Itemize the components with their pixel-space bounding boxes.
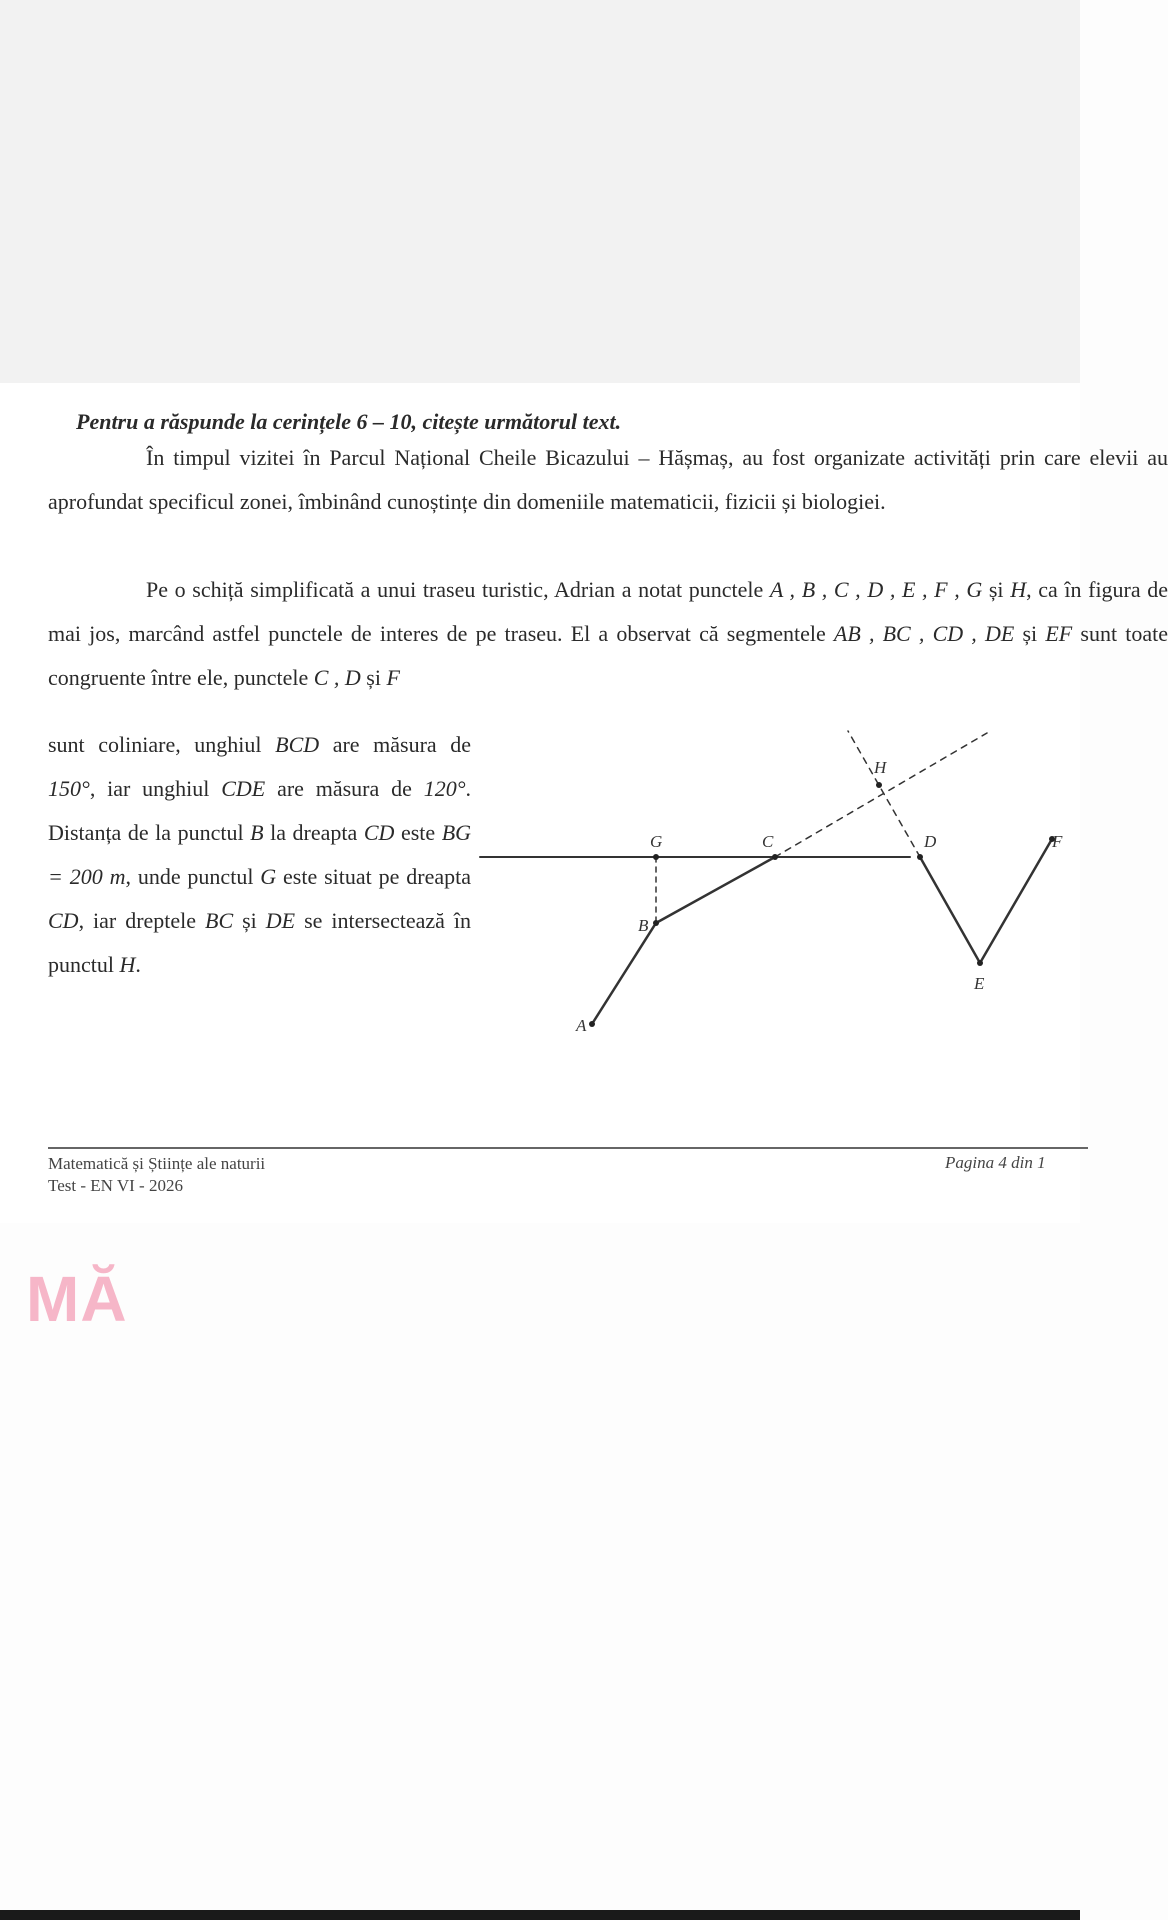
math-line: CD [48,908,79,933]
text-run: . Distanța de la punctul [48,776,472,845]
footer-test-code: Test - EN VI - 2026 [48,1176,183,1195]
geometry-figure [490,723,1080,1143]
label-g: G [650,832,663,851]
footer-subject: Matematică și Științe ale naturii [48,1154,266,1173]
path-def [920,839,1052,963]
text-run: este [400,820,436,845]
math-point: F [386,665,400,690]
math-value: 120° [423,776,466,801]
text-run: , unde punctul [125,864,254,889]
label-a: A [576,1016,587,1035]
label-c: C [762,832,774,851]
footer-page-number: Pagina 4 din 1 [945,1153,1046,1172]
math-segment: EF [1045,621,1073,646]
intro-paragraph: În timpul vizitei în Parcul Național Cheile Bicazului – Hășmaș, au fost organizate activități prin care elevii au aprofundat specificul zonei, îmbinând cunoștințe din domeniile matematicii, fizicii și biologiei. [48,445,1168,514]
text-run: . [135,952,141,977]
point-d-dot [917,854,923,860]
text-run: , ca în figura de mai jos, marcând astfel punctele de interes de pe traseu. El a observat că segmentele [48,577,1168,646]
sketch-paragraph [48,568,1168,700]
text-run: la dreapta [270,820,358,845]
section-heading: Pentru a răspunde la cerințele 6 – 10, citește următorul text. [76,409,622,434]
document-page [0,383,1168,1223]
text-run: Pe o schiță simplificată a unui traseu turistic, Adrian a notat punctele [146,577,764,602]
math-point: G [260,864,277,889]
top-blank-area [0,0,1080,383]
text-run: , iar dreptele [78,908,197,933]
watermark-logo: MĂ [26,1263,128,1335]
label-e: E [974,974,985,993]
text-run: este situat pe dreapta [283,864,471,889]
text-run: are măsura de [332,732,472,757]
math-line: CD [363,820,395,845]
label-h: H [874,758,887,777]
text-run: și [1022,621,1038,646]
math-segments: AB , BC , CD , DE [833,621,1015,646]
math-angle: BCD [275,732,320,757]
line-bc-extension [775,733,987,857]
path-abc [592,857,775,1024]
math-point: H [119,952,136,977]
point-e-dot [977,960,983,966]
text-run: se intersectează în punctul [48,908,472,977]
label-d: D [924,832,937,851]
math-equation: BG = 200 m [48,820,472,889]
side-paragraph [48,723,471,987]
label-b: B [638,916,649,935]
footer-left [48,1153,265,1197]
footer-divider [48,1147,1088,1149]
label-f: F [1052,832,1063,851]
text-run: are măsura de [277,776,412,801]
math-point: B [250,820,264,845]
point-g-dot [653,854,659,860]
text-run: și [366,665,381,690]
math-value: 150° [48,776,90,801]
line-de-extension [848,731,920,857]
text-run: și [242,908,257,933]
math-point: H [1010,577,1027,602]
math-line: BC [205,908,234,933]
text-run: sunt coliniare, unghiul [48,732,262,757]
math-points: C , D [313,665,361,690]
point-c-dot [772,854,778,860]
point-b-dot [653,920,659,926]
point-a-dot [589,1021,595,1027]
math-line: DE [265,908,296,933]
math-points: A , B , C , D , E , F , G [769,577,983,602]
text-run: și [988,577,1004,602]
math-angle: CDE [221,776,266,801]
bottom-edge-bar [0,1910,1080,1920]
point-h-dot [876,782,882,788]
text-run: , iar unghiul [89,776,210,801]
text-run: sunt toate congruente între ele, punctele [48,621,1168,690]
